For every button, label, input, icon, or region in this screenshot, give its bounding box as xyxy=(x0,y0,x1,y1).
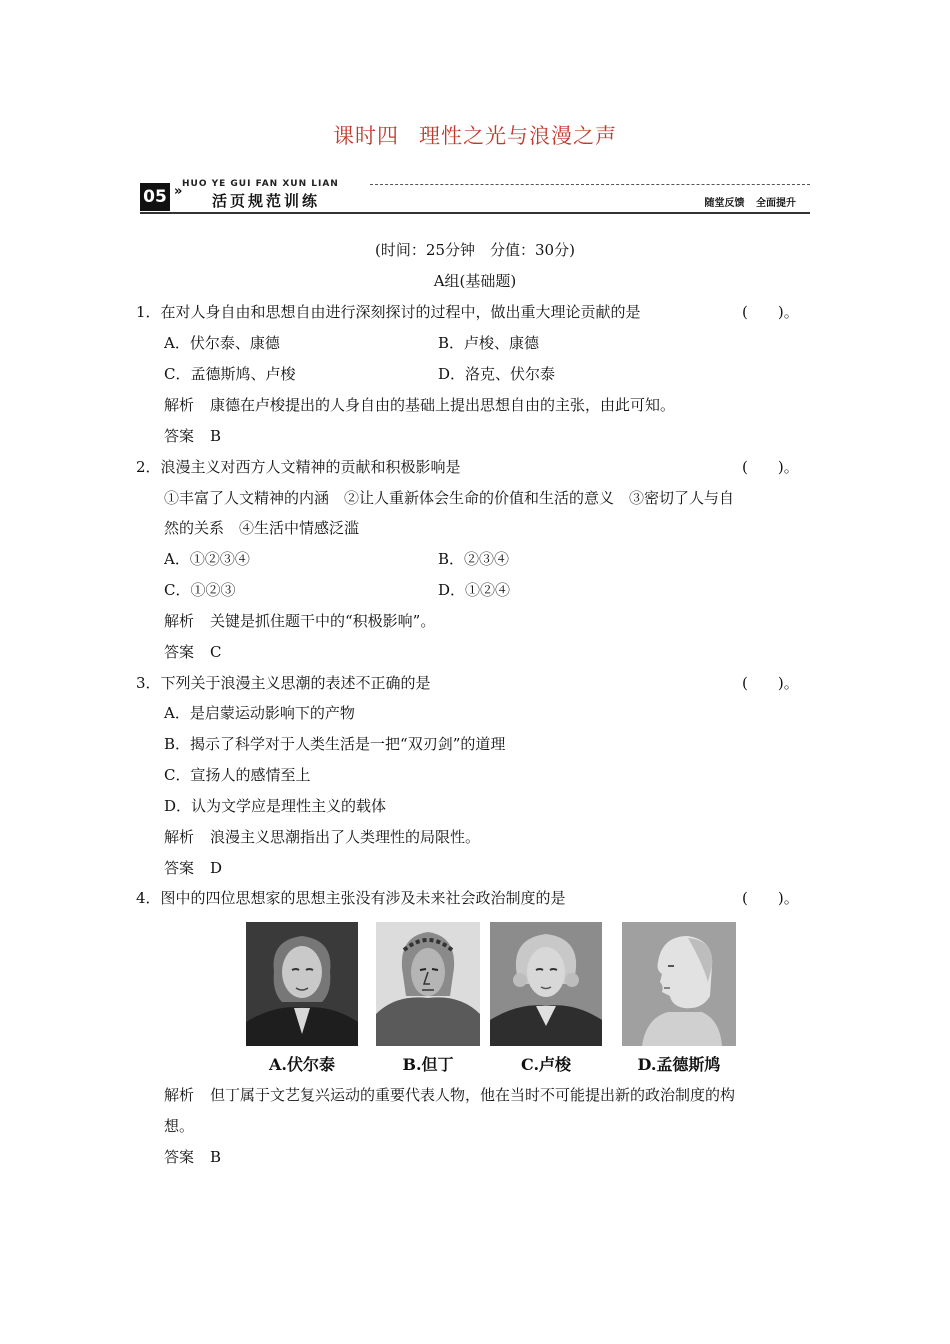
q1-answer xyxy=(164,426,221,446)
q2-option-a: A．①②③④ xyxy=(164,550,250,568)
portrait-rousseau xyxy=(490,922,602,1046)
banner-arrow-icon: » xyxy=(174,184,183,199)
q4-answer-label: 答案 xyxy=(164,1148,195,1166)
q1-option-d: D．洛克、伏尔泰 xyxy=(438,365,556,383)
q2-answer-value: C xyxy=(210,643,222,661)
q2-option-b: B．②③④ xyxy=(438,550,510,568)
q3-answer xyxy=(164,858,222,878)
q3-stem: 3．下列关于浪漫主义思潮的表述不正确的是 xyxy=(136,674,431,692)
banner-rule xyxy=(140,212,810,214)
q3-analysis xyxy=(164,827,480,847)
q2-answer xyxy=(164,642,222,662)
q1-analysis-text: 康德在卢梭提出的人身自由的基础上提出思想自由的主张，由此可知。 xyxy=(210,396,676,414)
q3-answer-blank: ( )。 xyxy=(742,674,799,692)
lesson-title xyxy=(0,120,950,150)
q3-option-a: A．是启蒙运动影响下的产物 xyxy=(164,704,355,722)
q1-option-b: B．卢梭、康德 xyxy=(438,334,540,352)
q4-answer-value: B xyxy=(210,1148,222,1166)
caption-rousseau: C.卢梭 xyxy=(520,1055,572,1074)
q3-option-c: C．宣扬人的感情至上 xyxy=(164,766,311,784)
q2-analysis xyxy=(164,611,435,631)
caption-voltaire: A.伏尔泰 xyxy=(269,1055,335,1074)
q2-items-line1: ①丰富了人文精神的内涵 ②让人重新体会生命的价值和生活的意义 ③密切了人与自 xyxy=(164,489,735,507)
q1-option-a: A．伏尔泰、康德 xyxy=(164,334,280,352)
q4-analysis xyxy=(164,1085,735,1105)
portrait-voltaire xyxy=(246,922,358,1046)
q4-analysis-label: 解析 xyxy=(164,1086,195,1104)
q3-answer-value: D xyxy=(210,859,223,877)
q1-stem: 1．在对人身自由和思想自由进行深刻探讨的过程中，做出重大理论贡献的是 xyxy=(136,303,641,321)
q1-analysis xyxy=(164,395,675,415)
q1-answer-label: 答案 xyxy=(164,427,195,445)
q3-answer-label: 答案 xyxy=(164,859,195,877)
banner-number: 05 xyxy=(140,183,170,211)
q2-option-c: C．①②③ xyxy=(164,581,236,599)
q2-option-d: D．①②④ xyxy=(438,581,511,599)
group-heading: A组(基础题) xyxy=(433,272,517,290)
caption-montesquieu: D.孟德斯鸠 xyxy=(637,1055,721,1074)
portrait-dante xyxy=(376,922,480,1046)
lesson-topic: 理性之光与浪漫之声 xyxy=(419,124,617,148)
q2-answer-blank: ( )。 xyxy=(742,458,799,476)
time-score: (时间：25分钟 分值：30分) xyxy=(375,241,575,259)
q3-option-b: B．揭示了科学对于人类生活是一把“双刃剑”的道理 xyxy=(164,735,506,753)
q3-analysis-text: 浪漫主义思潮指出了人类理性的局限性。 xyxy=(210,828,481,846)
q2-answer-label: 答案 xyxy=(164,643,195,661)
caption-dante: B.但丁 xyxy=(402,1055,454,1074)
portrait-strip xyxy=(0,922,950,1082)
portrait-montesquieu xyxy=(622,922,736,1046)
q2-stem: 2．浪漫主义对西方人文精神的贡献和积极影响是 xyxy=(136,458,461,476)
q4-stem: 4．图中的四位思想家的思想主张没有涉及未来社会政治制度的是 xyxy=(136,889,566,907)
q1-answer-value: B xyxy=(210,427,222,445)
q4-analysis-text: 但丁属于文艺复兴运动的重要代表人物，他在当时不可能提出新的政治制度的构 xyxy=(210,1086,736,1104)
q1-analysis-label: 解析 xyxy=(164,396,195,414)
q4-answer xyxy=(164,1147,221,1167)
q4-answer-blank: ( )。 xyxy=(742,889,799,907)
banner-label: 活页规范训练 xyxy=(212,192,321,210)
banner-slogan: 随堂反馈 全面提升 xyxy=(704,198,796,209)
q3-analysis-label: 解析 xyxy=(164,828,195,846)
lesson-number: 课时四 xyxy=(333,124,399,148)
banner-pinyin: HUO YE GUI FAN XUN LIAN xyxy=(182,179,339,189)
q1-answer-blank: ( )。 xyxy=(742,303,799,321)
q2-items-line2: 然的关系 ④生活中情感泛滥 xyxy=(164,519,360,537)
section-banner xyxy=(140,176,810,216)
q2-analysis-text: 关键是抓住题干中的“积极影响”。 xyxy=(210,612,436,630)
q4-analysis-cont: 想。 xyxy=(164,1117,195,1135)
q3-option-d: D．认为文学应是理性主义的载体 xyxy=(164,797,387,815)
q2-analysis-label: 解析 xyxy=(164,612,195,630)
banner-dotted-rule xyxy=(370,184,810,185)
q1-option-c: C．孟德斯鸠、卢梭 xyxy=(164,365,296,383)
